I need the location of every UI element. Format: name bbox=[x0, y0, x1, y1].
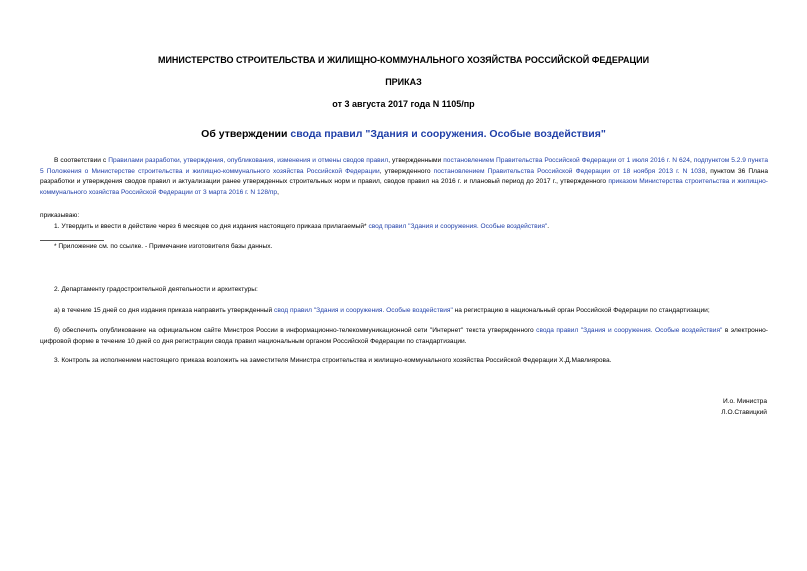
preamble-paragraph bbox=[40, 156, 768, 198]
page-title bbox=[0, 128, 807, 141]
link-decree-1038[interactable]: постановлением Правительства Российской Федерации от 18 ноября 2013 г. N 1038 bbox=[433, 167, 706, 175]
preamble-text-2: , утвержденными bbox=[388, 157, 444, 164]
preamble-text-5: , пунктом 36 Плана разработки и утверждения сводов правил и актуализации ранее утвержденных строительных норм и правил, сводов правил на 2016 г. и плановый период до 2017 г., утвержденного bbox=[40, 167, 768, 185]
preamble-text-4: , утвержденного bbox=[379, 167, 434, 175]
signature-name: Л.О.Ставицкий bbox=[721, 409, 767, 416]
item-2: 2. Департаменту градостроительной деятельности и архитектуры: bbox=[54, 286, 258, 293]
item-2b-text: б) обеспечить опубликование на официальном сайте Минстроя России в информационно-телекоммуникационной сети "Интернет" текста утвержденного bbox=[54, 327, 537, 334]
item-3: 3. Контроль за исполнением настоящего приказа возложить на заместителя Министра строительства и жилищно-коммунального хозяйства Российской Федерации Х.Д.Мавлиярова. bbox=[54, 357, 612, 364]
title-prefix: Об утверждении bbox=[201, 128, 291, 140]
signature-position: И.о. Министра bbox=[722, 398, 767, 405]
item-2a-end: на регистрацию в национальный орган Российской Федерации по стандартизации; bbox=[452, 307, 710, 314]
footnote: * Приложение см. по ссылке. - Примечание изготовителя базы данных. bbox=[54, 243, 273, 250]
ministry-header: МИНИСТЕРСТВО СТРОИТЕЛЬСТВА И ЖИЛИЩНО-КОММУНАЛЬНОГО ХОЗЯЙСТВА РОССИЙСКОЙ ФЕДЕРАЦИИ bbox=[157, 55, 650, 65]
item-2a-link[interactable]: свод правил "Здания и сооружения. Особые воздействия" bbox=[274, 307, 453, 314]
item-1-text: 1. Утвердить и ввести в действие через 6 месяцев со дня издания настоящего приказа прилагаемый* bbox=[54, 223, 369, 230]
item-2b-end: в электронно-цифровой форме в течение 10 дней со дня регистрации свода правил национальным органом Российской Федерации по стандартизации. bbox=[40, 327, 768, 345]
link-order-128[interactable]: приказом Министерства строительства и жилищно-коммунального хозяйства Российской Федерации от 3 марта 2016 г. N 128/пр bbox=[40, 178, 768, 196]
item-2b bbox=[40, 326, 768, 347]
item-2a bbox=[40, 306, 782, 317]
title-link[interactable]: свода правил "Здания и сооружения. Особые воздействия" bbox=[290, 128, 606, 140]
item-2b-link[interactable]: свода правил "Здания и сооружения. Особые воздействия" bbox=[536, 327, 723, 334]
preamble-text-6: , bbox=[277, 188, 279, 196]
link-decree-624[interactable]: постановлением Правительства Российской Федерации от 1 июля 2016 г. N 624 bbox=[443, 157, 690, 164]
item-2a-text: а) в течение 15 дней со дня издания приказа направить утвержденный bbox=[54, 307, 275, 314]
item-1-link[interactable]: свод правил "Здания и сооружения. Особые воздействия" bbox=[368, 223, 548, 230]
preamble-text-3: , bbox=[689, 157, 694, 164]
item-1 bbox=[40, 222, 782, 233]
link-regulation-5-2-9[interactable]: подпунктом 5.2.9 пункта 5 Положения о Министерстве строительства и жилищно-коммунального хозяйства Российской Федерации bbox=[40, 157, 769, 175]
order-word: приказываю: bbox=[40, 212, 80, 219]
footnote-divider bbox=[40, 240, 104, 241]
doc-type: ПРИКАЗ bbox=[385, 77, 422, 87]
link-rules[interactable]: Правилами разработки, утверждения, опубликования, изменения и отмены сводов правил bbox=[108, 157, 389, 164]
preamble-text-1: В соответствии с bbox=[54, 157, 109, 164]
item-1-end: . bbox=[547, 223, 550, 230]
date-number: от 3 августа 2017 года N 1105/пр bbox=[332, 99, 475, 109]
